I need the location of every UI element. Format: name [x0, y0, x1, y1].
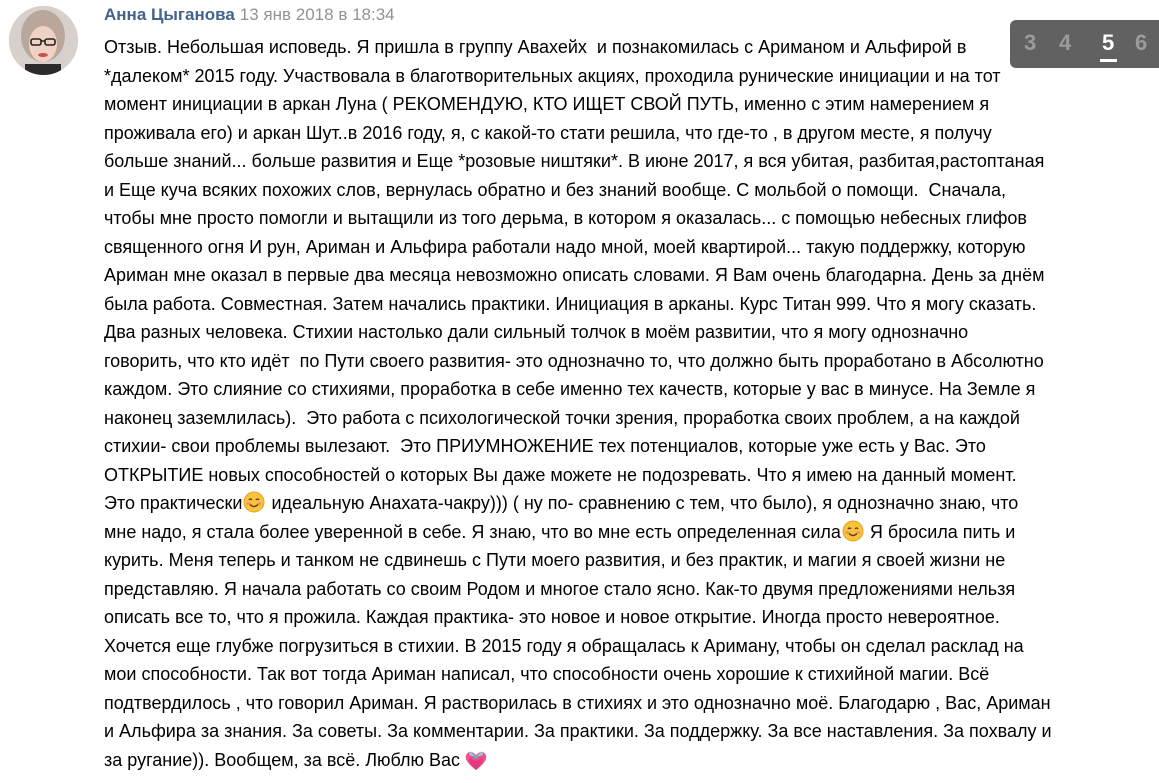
- post-header: [104, 4, 395, 26]
- post-text-line: [104, 546, 1144, 575]
- post-text-fragment: мои способности. Так вот тогда Ариман написал, что способности очень хорошие к стихийной магии. Всё: [104, 664, 990, 684]
- photo-pager: [1010, 20, 1159, 68]
- post-text-fragment: за ругание)). Вообщем, за всё. Люблю Вас: [104, 749, 461, 770]
- post-text-line: говорить, что кто идёт по Пути своего развития- это однозначно то, что должно быть проработано в Абсолютно: [104, 350, 1044, 371]
- post-text-line: и Еще куча всяких похожих слов, вернулась обратно и без знаний вообще. С мольбой о помощи. Сначала,: [104, 179, 1007, 200]
- post-text-line: [104, 746, 1144, 775]
- post-text-line-18: [104, 518, 1144, 547]
- post-text-line: Отзыв. Небольшая исповедь. Я пришла в группу Авахейх и познакомилась с Ариманом и Альфирой в: [104, 37, 967, 57]
- smiling-face-emoji-icon: [243, 491, 265, 513]
- post-text-line: проживала его) и аркан Шут..в 2016 году, я, с какой-то стати решила, что где-то , в другом месте, я получу: [104, 122, 992, 143]
- post-text-fragment: подтвердилось , что говорил Ариман. Я растворилась в стихиях и это однозначно моё. Благодарю , Вас, Ариман: [104, 692, 1051, 713]
- post-text-line: чтобы мне просто помогли и вытащили из того дерьма, в котором я оказалась... с помощью небесных глифов: [104, 208, 1027, 228]
- post-text-lines-a: [104, 33, 1144, 489]
- current-page-indicator: [1100, 59, 1117, 62]
- post-text-line: момент инициации в аркан Луна ( РЕКОМЕНДУЮ, КТО ИЩЕТ СВОЙ ПУТЬ, именно с этим намерением я: [104, 94, 990, 114]
- page-link-4[interactable]: 4: [1059, 30, 1072, 55]
- post-text-line: стихии- свои проблемы вылезают. Это ПРИУМНОЖЕНИЕ тех потенциалов, которые уже есть у Вас. Это: [104, 436, 986, 456]
- heart-with-ribbon-emoji-icon: [463, 748, 489, 772]
- post-text-line: Два разных человека. Стихии настолько дали сильный толчок в моём развитии, что я могу однозначно: [104, 322, 969, 342]
- post-date[interactable]: 13 янв 2018 в 18:34: [239, 5, 395, 24]
- post-text-line: [104, 717, 1144, 746]
- avatar-photo: [9, 6, 78, 75]
- page-link-3[interactable]: 3: [1024, 30, 1037, 55]
- post-text-line: была работа. Совместная. Затем начались практики. Инициация в арканы. Курс Титан 999. Что я могу сказать.: [104, 293, 1037, 314]
- post-text: [104, 33, 1144, 774]
- post-text-line: [104, 603, 1144, 632]
- post-text-fragment: Это практически: [104, 493, 243, 513]
- post-text-fragment: Я бросила пить и: [864, 521, 1016, 542]
- author-name[interactable]: Анна Цыганова: [104, 5, 235, 24]
- post-text-fragment: представляю. Я начала работать со своим Родом и многое стало ясно. Как-то двумя предложениями нельзя: [104, 578, 1016, 599]
- post-text-line: [104, 660, 1144, 689]
- page-link-5-current[interactable]: 5: [1102, 30, 1115, 55]
- post-text-line: больше знаний... больше развития и Еще *розовые ништяки*. В июне 2017, я вся убитая, разбитая,растоптаная: [104, 151, 1045, 171]
- post-text-fragment: курить. Меня теперь и танком не сдвинешь с Пути моего развития, и без практик, и магии я своей жизни не: [104, 550, 1006, 570]
- post-text-fragment: описать все то, что я прожила. Каждая практика- это новое и новое открытие. Иногда просто невероятное.: [104, 607, 1000, 627]
- post-text-line: священного огня И рун, Ариман и Альфира работали надо мной, моей квартирой... такую поддержку, которую: [104, 236, 1026, 257]
- post-text-lines-b: [104, 546, 1144, 774]
- post-text-fragment: Хочется еще глубже погрузиться в стихии. В 2015 году я обращалась к Ариману, чтобы он сделал расклад на: [104, 635, 1024, 656]
- post-text-fragment: мне надо, я стала более уверенной в себе. Я знаю, что во мне есть определенная сила: [104, 521, 841, 542]
- post-text-line: *далеком* 2015 году. Участвовала в благотворительных акциях, проходила рунические инициации и на тот: [104, 65, 1001, 86]
- post-text-line: [104, 689, 1144, 718]
- post-text-line: каждом. Это слияние со стихиями, проработка в себе именно тех качеств, которые у вас в минусе. На Земле я: [104, 379, 1036, 399]
- post-text-fragment: идеальную Анахата-чакру))) ( ну по- сравнению с тем, что было), я однозначно знаю, что: [266, 493, 1019, 513]
- post-text-fragment: и Альфира за знания. За советы. За комментарии. За практики. За поддержку. За все наставления. За похвалу и: [104, 721, 1052, 741]
- post-text-line: Ариман мне оказал в первые два месяца невозможно описать словами. Я Вам очень благодарна. День за днём: [104, 265, 1045, 285]
- avatar[interactable]: [9, 6, 78, 75]
- post-text-line-17: [104, 489, 1144, 518]
- post-text-line: наконец заземлилась). Это работа с психологической точки зрения, проработка своих проблем, а на каждой: [104, 407, 1020, 428]
- post-text-line: ОТКРЫТИЕ новых способностей о которых Вы даже можете не подозревать. Что я имею на данный момент.: [104, 464, 1017, 485]
- post-text-line: [104, 632, 1144, 661]
- page-link-6[interactable]: 6: [1135, 30, 1148, 55]
- post-text-line: [104, 575, 1144, 604]
- smiling-face-emoji-icon: [842, 520, 864, 542]
